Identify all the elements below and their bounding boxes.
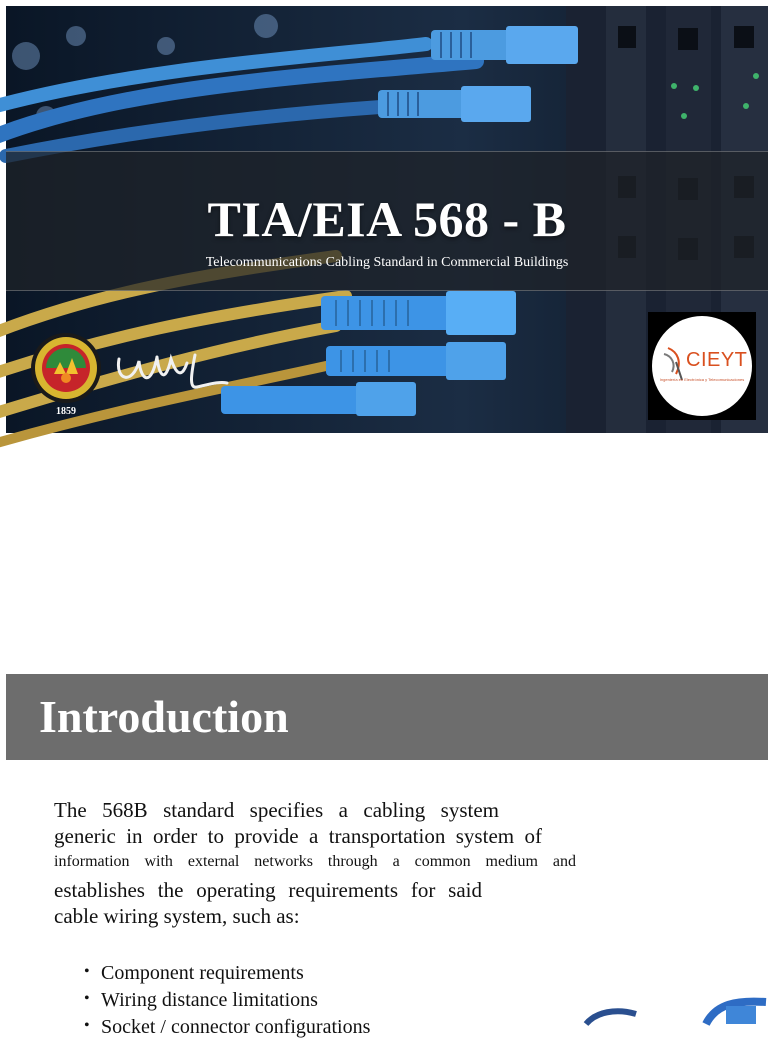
list-item-text: Component requirements xyxy=(101,962,304,984)
title-slide xyxy=(6,6,768,433)
bullet-icon: • xyxy=(84,963,90,980)
list-item-text: Socket / connector configurations xyxy=(101,1016,371,1038)
cable-connector-image xyxy=(576,994,768,1024)
introduction-slide xyxy=(6,674,768,1038)
paragraph-line-1: The 568B standard specifies a cabling system xyxy=(54,798,499,822)
paragraph-line-4: establishes the operating requirements for said xyxy=(54,878,482,902)
list-item xyxy=(84,1012,370,1039)
list-item xyxy=(84,985,370,1012)
university-seal-logo xyxy=(30,328,106,418)
list-item xyxy=(84,958,370,985)
paragraph-line-2: generic in order to provide a transportation system of xyxy=(54,824,542,848)
bullet-icon: • xyxy=(84,990,90,1007)
unl-signature-logo xyxy=(111,341,231,401)
cieyt-logo xyxy=(648,312,756,420)
slide-title: TIA/EIA 568 - B xyxy=(207,191,567,247)
paragraph-line-3: information with external networks through a common medium and xyxy=(54,853,576,870)
requirements-list xyxy=(84,958,370,1039)
heading-band xyxy=(6,674,768,760)
list-item-text: Wiring distance limitations xyxy=(101,989,318,1011)
svg-text:1859: 1859 xyxy=(56,406,76,417)
cieyt-tagline: Ingeniería en Electrónica y Telecomunicaciones xyxy=(659,377,745,382)
section-heading: Introduction xyxy=(39,691,289,742)
bullet-icon: • xyxy=(84,1017,90,1034)
slide-subtitle: Telecommunications Cabling Standard in Commercial Buildings xyxy=(205,255,569,270)
cieyt-logo-circle xyxy=(652,316,752,416)
paragraph-line-5: cable wiring system, such as: xyxy=(54,904,300,928)
cieyt-name: CIEYT xyxy=(686,349,748,371)
